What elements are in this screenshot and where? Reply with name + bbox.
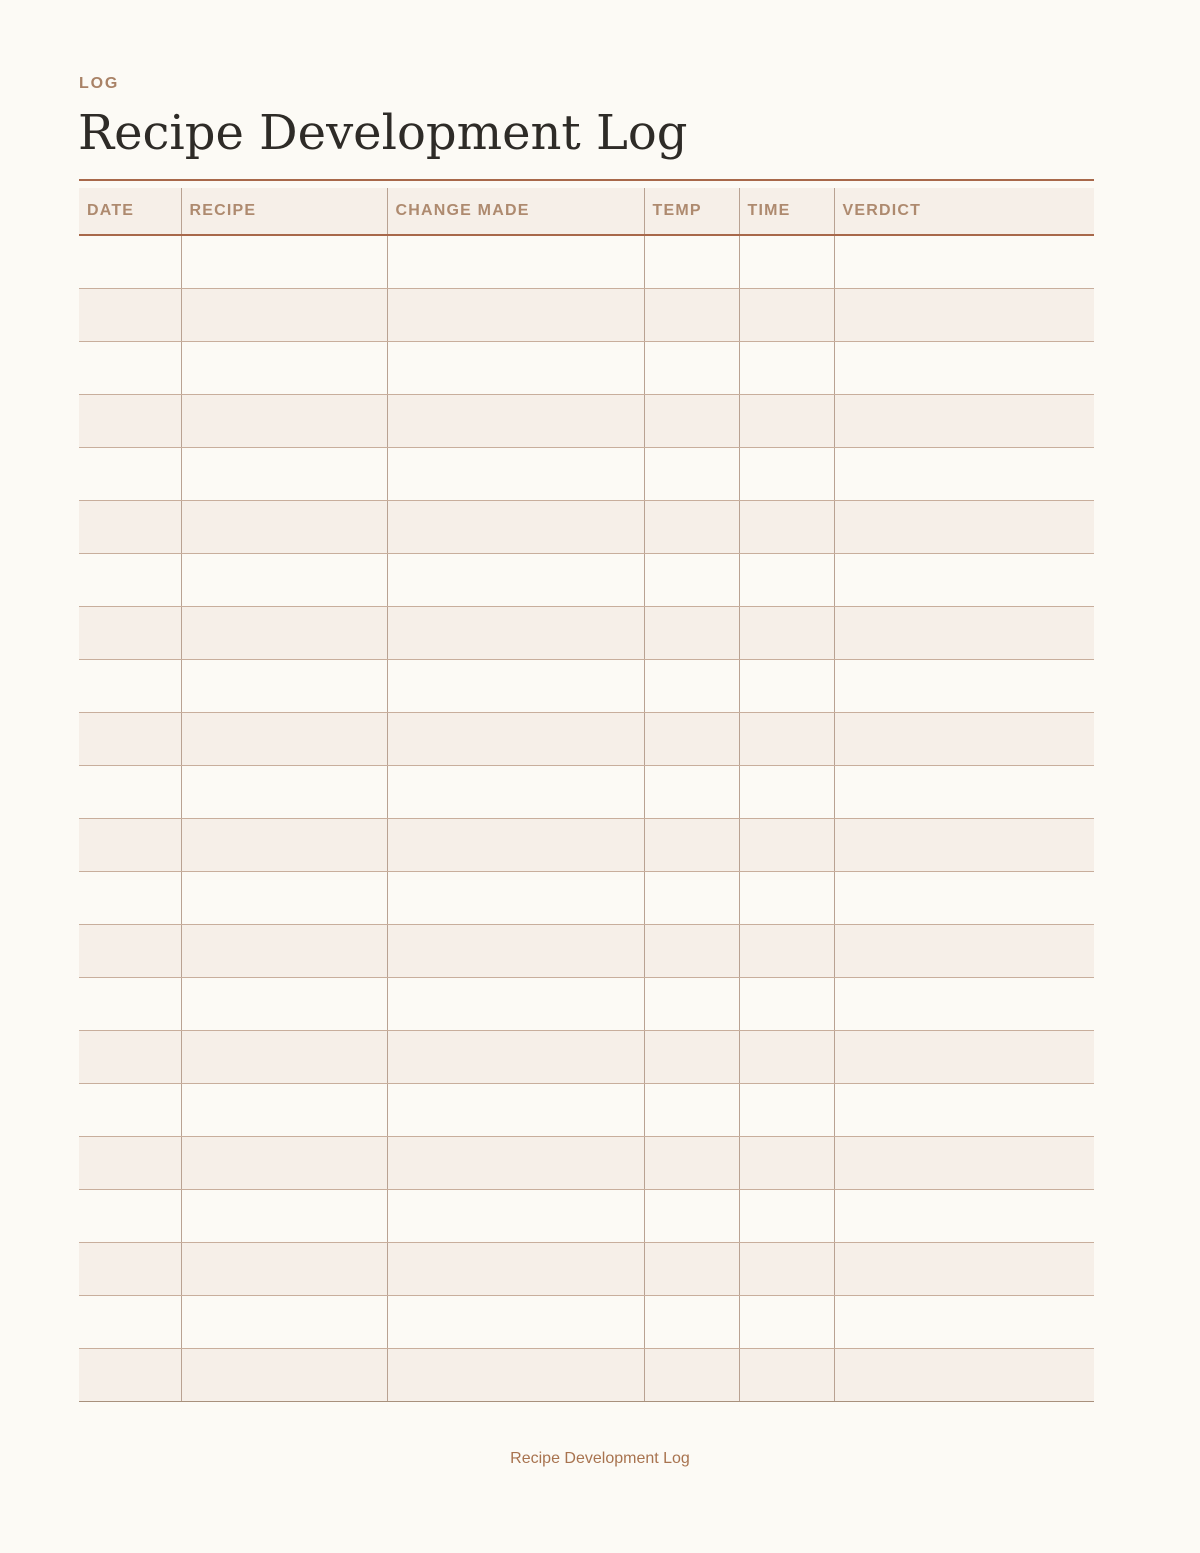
cell-verdict[interactable] — [834, 448, 1094, 501]
cell-date[interactable] — [79, 819, 181, 872]
cell-time[interactable] — [739, 1137, 834, 1190]
cell-change-made[interactable] — [387, 1349, 644, 1402]
cell-date[interactable] — [79, 1296, 181, 1349]
cell-temp[interactable] — [644, 872, 739, 925]
table-row — [79, 342, 1094, 395]
cell-temp[interactable] — [644, 766, 739, 819]
cell-temp[interactable] — [644, 660, 739, 713]
cell-verdict[interactable] — [834, 1243, 1094, 1296]
cell-change-made[interactable] — [387, 342, 644, 395]
cell-recipe[interactable] — [181, 819, 387, 872]
page-title: Recipe Development Log — [78, 105, 688, 161]
table-body — [79, 235, 1094, 1402]
cell-recipe[interactable] — [181, 1031, 387, 1084]
table-row — [79, 660, 1094, 713]
cell-recipe[interactable] — [181, 872, 387, 925]
cell-change-made[interactable] — [387, 660, 644, 713]
cell-temp[interactable] — [644, 819, 739, 872]
cell-change-made[interactable] — [387, 1084, 644, 1137]
cell-time[interactable] — [739, 235, 834, 289]
table-row — [79, 713, 1094, 766]
cell-verdict[interactable] — [834, 501, 1094, 554]
section-eyebrow: LOG — [79, 75, 120, 92]
cell-temp[interactable] — [644, 395, 739, 448]
cell-time[interactable] — [739, 713, 834, 766]
cell-temp[interactable] — [644, 289, 739, 342]
cell-date[interactable] — [79, 448, 181, 501]
table-row — [79, 448, 1094, 501]
cell-recipe[interactable] — [181, 1137, 387, 1190]
cell-change-made[interactable] — [387, 1031, 644, 1084]
cell-recipe[interactable] — [181, 607, 387, 660]
cell-recipe[interactable] — [181, 925, 387, 978]
cell-time[interactable] — [739, 1349, 834, 1402]
cell-temp[interactable] — [644, 607, 739, 660]
table-row — [79, 1296, 1094, 1349]
cell-temp[interactable] — [644, 1243, 739, 1296]
cell-verdict[interactable] — [834, 978, 1094, 1031]
cell-time[interactable] — [739, 660, 834, 713]
cell-recipe[interactable] — [181, 289, 387, 342]
cell-date[interactable] — [79, 978, 181, 1031]
cell-date[interactable] — [79, 289, 181, 342]
column-header-recipe: RECIPE — [181, 188, 387, 235]
cell-date[interactable] — [79, 395, 181, 448]
table-row — [79, 554, 1094, 607]
cell-time[interactable] — [739, 1031, 834, 1084]
cell-temp[interactable] — [644, 342, 739, 395]
cell-time[interactable] — [739, 501, 834, 554]
cell-verdict[interactable] — [834, 342, 1094, 395]
table-row — [79, 925, 1094, 978]
cell-time[interactable] — [739, 872, 834, 925]
table-row — [79, 1137, 1094, 1190]
cell-verdict[interactable] — [834, 925, 1094, 978]
cell-time[interactable] — [739, 342, 834, 395]
cell-date[interactable] — [79, 501, 181, 554]
cell-change-made[interactable] — [387, 1190, 644, 1243]
table-header-row — [79, 188, 1094, 235]
page-footer: Recipe Development Log — [510, 1450, 690, 1467]
cell-change-made[interactable] — [387, 501, 644, 554]
cell-date[interactable] — [79, 1349, 181, 1402]
cell-time[interactable] — [739, 554, 834, 607]
cell-temp[interactable] — [644, 1137, 739, 1190]
cell-recipe[interactable] — [181, 235, 387, 289]
cell-recipe[interactable] — [181, 448, 387, 501]
cell-temp[interactable] — [644, 1084, 739, 1137]
recipe-log-table — [79, 188, 1094, 1402]
cell-change-made[interactable] — [387, 978, 644, 1031]
cell-date[interactable] — [79, 1084, 181, 1137]
cell-time[interactable] — [739, 448, 834, 501]
cell-time[interactable] — [739, 766, 834, 819]
cell-recipe[interactable] — [181, 342, 387, 395]
cell-date[interactable] — [79, 1137, 181, 1190]
cell-time[interactable] — [739, 1296, 834, 1349]
table-row — [79, 872, 1094, 925]
cell-temp[interactable] — [644, 1190, 739, 1243]
cell-time[interactable] — [739, 978, 834, 1031]
cell-date[interactable] — [79, 607, 181, 660]
cell-time[interactable] — [739, 925, 834, 978]
cell-verdict[interactable] — [834, 607, 1094, 660]
cell-date[interactable] — [79, 1190, 181, 1243]
cell-time[interactable] — [739, 1190, 834, 1243]
cell-temp[interactable] — [644, 501, 739, 554]
column-header-temp: TEMP — [644, 188, 739, 235]
column-header-date: DATE — [79, 188, 181, 235]
cell-temp[interactable] — [644, 554, 739, 607]
cell-verdict[interactable] — [834, 1296, 1094, 1349]
cell-verdict[interactable] — [834, 872, 1094, 925]
cell-change-made[interactable] — [387, 235, 644, 289]
cell-temp[interactable] — [644, 978, 739, 1031]
cell-verdict[interactable] — [834, 1349, 1094, 1402]
cell-date[interactable] — [79, 554, 181, 607]
cell-temp[interactable] — [644, 713, 739, 766]
table-row — [79, 1190, 1094, 1243]
cell-recipe[interactable] — [181, 1084, 387, 1137]
table-row — [79, 819, 1094, 872]
cell-change-made[interactable] — [387, 1243, 644, 1296]
cell-recipe[interactable] — [181, 1243, 387, 1296]
cell-change-made[interactable] — [387, 554, 644, 607]
cell-date[interactable] — [79, 766, 181, 819]
table-row — [79, 501, 1094, 554]
cell-recipe[interactable] — [181, 1296, 387, 1349]
cell-date[interactable] — [79, 342, 181, 395]
table-row — [79, 1084, 1094, 1137]
cell-change-made[interactable] — [387, 1296, 644, 1349]
cell-change-made[interactable] — [387, 1137, 644, 1190]
column-header-change-made: CHANGE MADE — [387, 188, 644, 235]
cell-change-made[interactable] — [387, 766, 644, 819]
cell-time[interactable] — [739, 607, 834, 660]
cell-verdict[interactable] — [834, 1190, 1094, 1243]
cell-date[interactable] — [79, 1031, 181, 1084]
table-row — [79, 395, 1094, 448]
cell-temp[interactable] — [644, 1349, 739, 1402]
cell-date[interactable] — [79, 1243, 181, 1296]
cell-date[interactable] — [79, 925, 181, 978]
cell-recipe[interactable] — [181, 713, 387, 766]
cell-verdict[interactable] — [834, 660, 1094, 713]
cell-temp[interactable] — [644, 448, 739, 501]
cell-temp[interactable] — [644, 235, 739, 289]
cell-recipe[interactable] — [181, 1349, 387, 1402]
table-row — [79, 978, 1094, 1031]
cell-time[interactable] — [739, 395, 834, 448]
cell-verdict[interactable] — [834, 395, 1094, 448]
cell-temp[interactable] — [644, 1296, 739, 1349]
cell-change-made[interactable] — [387, 872, 644, 925]
table-row — [79, 766, 1094, 819]
cell-time[interactable] — [739, 819, 834, 872]
cell-verdict[interactable] — [834, 1031, 1094, 1084]
title-divider — [79, 179, 1094, 181]
cell-change-made[interactable] — [387, 448, 644, 501]
cell-recipe[interactable] — [181, 1190, 387, 1243]
cell-time[interactable] — [739, 1084, 834, 1137]
cell-recipe[interactable] — [181, 501, 387, 554]
table-row — [79, 289, 1094, 342]
table-row — [79, 1031, 1094, 1084]
cell-time[interactable] — [739, 1243, 834, 1296]
column-header-time: TIME — [739, 188, 834, 235]
cell-change-made[interactable] — [387, 395, 644, 448]
column-header-verdict: VERDICT — [834, 188, 1094, 235]
cell-recipe[interactable] — [181, 554, 387, 607]
cell-time[interactable] — [739, 289, 834, 342]
cell-temp[interactable] — [644, 925, 739, 978]
cell-date[interactable] — [79, 713, 181, 766]
cell-change-made[interactable] — [387, 713, 644, 766]
table-row — [79, 1243, 1094, 1296]
cell-verdict[interactable] — [834, 766, 1094, 819]
cell-date[interactable] — [79, 872, 181, 925]
cell-verdict[interactable] — [834, 1084, 1094, 1137]
cell-recipe[interactable] — [181, 978, 387, 1031]
cell-temp[interactable] — [644, 1031, 739, 1084]
table-row — [79, 235, 1094, 289]
cell-verdict[interactable] — [834, 289, 1094, 342]
cell-change-made[interactable] — [387, 925, 644, 978]
table-row — [79, 1349, 1094, 1402]
cell-verdict[interactable] — [834, 235, 1094, 289]
cell-verdict[interactable] — [834, 819, 1094, 872]
table-row — [79, 607, 1094, 660]
cell-date[interactable] — [79, 660, 181, 713]
cell-change-made[interactable] — [387, 289, 644, 342]
cell-recipe[interactable] — [181, 766, 387, 819]
cell-date[interactable] — [79, 235, 181, 289]
cell-change-made[interactable] — [387, 819, 644, 872]
cell-change-made[interactable] — [387, 607, 644, 660]
cell-verdict[interactable] — [834, 554, 1094, 607]
cell-verdict[interactable] — [834, 1137, 1094, 1190]
cell-recipe[interactable] — [181, 395, 387, 448]
cell-recipe[interactable] — [181, 660, 387, 713]
cell-verdict[interactable] — [834, 713, 1094, 766]
